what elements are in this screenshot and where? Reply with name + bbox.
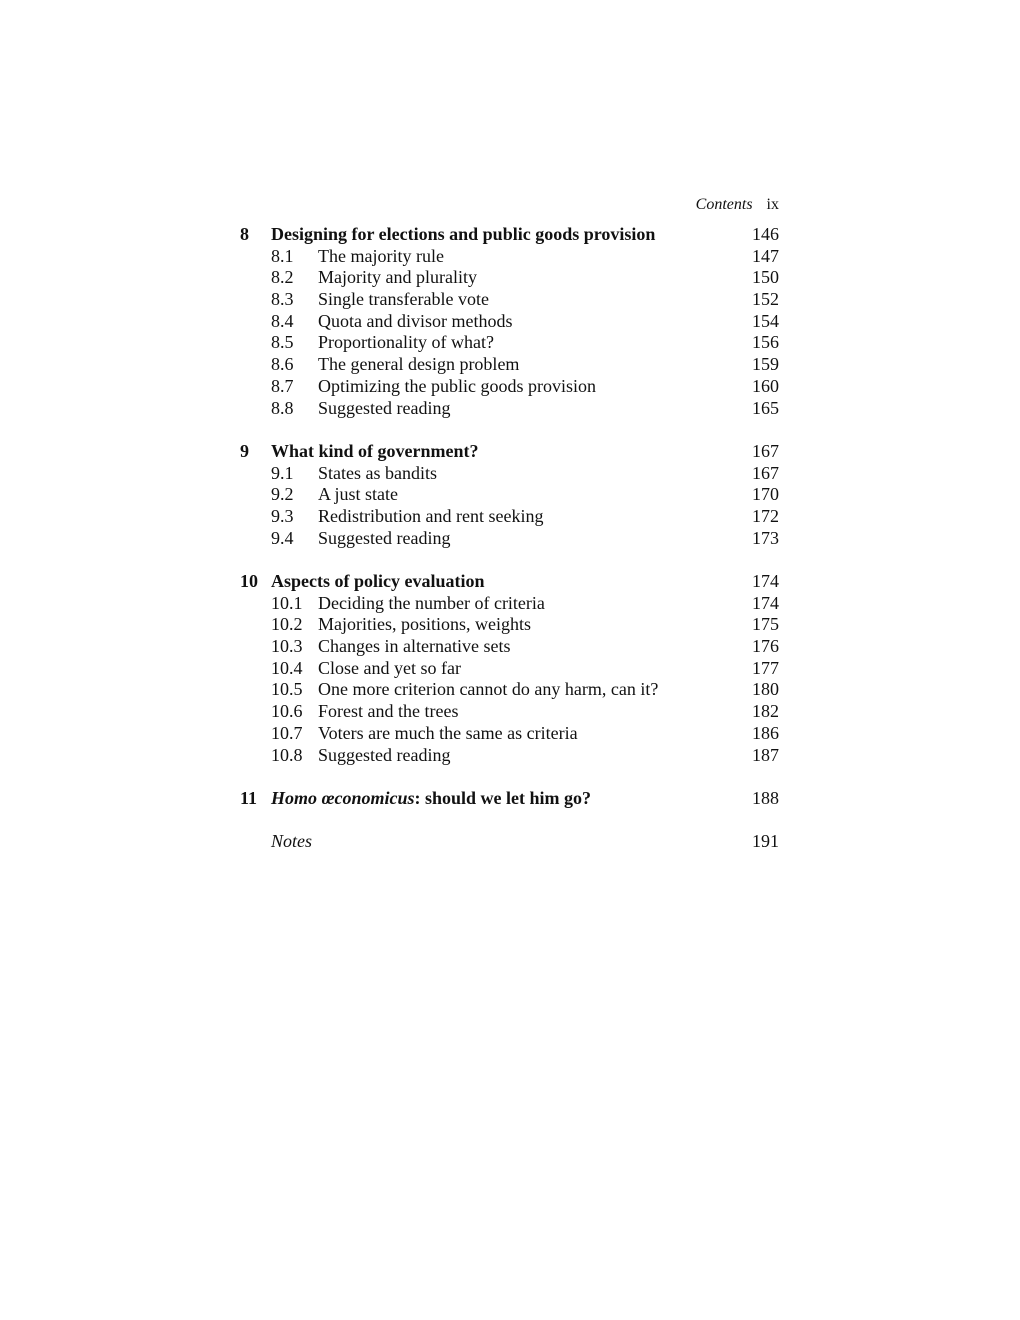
section-entry[interactable] <box>240 506 779 528</box>
section-page: 180 <box>752 679 779 700</box>
section-number: 9.1 <box>271 462 294 483</box>
section-entry[interactable] <box>240 463 779 485</box>
section-entry[interactable] <box>240 267 779 289</box>
chapter-page: 174 <box>752 571 779 591</box>
section-entry[interactable] <box>240 614 779 636</box>
section-title: Majorities, positions, weights <box>318 614 531 635</box>
section-page: 172 <box>752 505 779 526</box>
chapter-number: 11 <box>240 787 258 808</box>
chapter-title: What kind of government? <box>271 440 479 461</box>
section-page: 170 <box>752 484 779 505</box>
section-title: Redistribution and rent seeking <box>318 505 544 526</box>
section-page: 186 <box>752 722 779 743</box>
section-page: 147 <box>752 245 779 266</box>
chapter-entry[interactable] <box>240 441 779 463</box>
section-number: 10.2 <box>271 614 303 635</box>
section-title: Changes in alternative sets <box>318 636 511 657</box>
section-title: Deciding the number of criteria <box>318 592 545 613</box>
section-number: 9.3 <box>271 505 294 526</box>
section-title: The majority rule <box>318 245 444 266</box>
chapter-entry[interactable] <box>240 788 779 810</box>
section-entry[interactable] <box>240 332 779 354</box>
chapter-entry[interactable] <box>240 224 779 246</box>
section-entry[interactable] <box>240 484 779 506</box>
section-number: 8.7 <box>271 375 294 396</box>
chapter-page: 188 <box>752 787 779 808</box>
section-entry[interactable] <box>240 354 779 376</box>
chapter-title <box>271 788 591 810</box>
section-page: 173 <box>752 527 779 548</box>
section-page: 174 <box>752 592 779 613</box>
running-header <box>240 195 779 215</box>
chapter-number: 9 <box>240 440 249 461</box>
chapter-title: Designing for elections and public goods provision <box>271 224 656 244</box>
table-of-contents <box>240 224 779 853</box>
section-title: Suggested reading <box>318 744 451 765</box>
section-entry[interactable] <box>240 636 779 658</box>
notes-page: 191 <box>752 831 779 852</box>
section-number: 9.2 <box>271 484 294 505</box>
page-number: ix <box>766 196 779 213</box>
section-number: 8.2 <box>271 267 294 288</box>
section-title: Optimizing the public goods provision <box>318 375 596 396</box>
section-title: The general design problem <box>318 354 520 375</box>
section-entry[interactable] <box>240 723 779 745</box>
section-page: 165 <box>752 397 779 418</box>
chapter-block <box>240 788 779 810</box>
chapter-page: 167 <box>752 440 779 461</box>
section-page: 150 <box>752 267 779 288</box>
section-title: One more criterion cannot do any harm, can it? <box>318 679 659 700</box>
section-number: 10.6 <box>271 701 303 722</box>
section-title: Proportionality of what? <box>318 332 494 353</box>
section-title: Forest and the trees <box>318 701 459 722</box>
section-number: 8.4 <box>271 310 294 331</box>
section-number: 10.3 <box>271 636 303 657</box>
section-number: 8.3 <box>271 289 294 310</box>
section-entry[interactable] <box>240 701 779 723</box>
section-entry[interactable] <box>240 398 779 420</box>
section-entry[interactable] <box>240 289 779 311</box>
running-header-title: Contents <box>695 196 753 213</box>
chapter-title-rest: : should we let him go? <box>414 787 592 808</box>
notes-title: Notes <box>271 831 313 852</box>
section-page: 177 <box>752 657 779 678</box>
section-page: 152 <box>752 289 779 310</box>
section-entry[interactable] <box>240 745 779 767</box>
section-number: 10.1 <box>271 592 303 613</box>
chapter-page: 146 <box>752 224 779 244</box>
section-number: 10.4 <box>271 657 303 678</box>
section-page: 175 <box>752 614 779 635</box>
section-title: Suggested reading <box>318 527 451 548</box>
section-number: 8.6 <box>271 354 294 375</box>
chapter-title: Aspects of policy evaluation <box>271 571 485 591</box>
section-page: 156 <box>752 332 779 353</box>
section-number: 8.5 <box>271 332 294 353</box>
section-page: 182 <box>752 701 779 722</box>
chapter-entry[interactable] <box>240 571 779 593</box>
section-page: 160 <box>752 375 779 396</box>
section-title: Quota and divisor methods <box>318 310 513 331</box>
section-number: 10.5 <box>271 679 303 700</box>
section-page: 187 <box>752 744 779 765</box>
section-entry[interactable] <box>240 679 779 701</box>
section-page: 176 <box>752 636 779 657</box>
section-entry[interactable] <box>240 311 779 333</box>
section-page: 154 <box>752 310 779 331</box>
chapter-title-italic: Homo œconomicus <box>271 787 415 808</box>
section-number: 9.4 <box>271 527 294 548</box>
section-page: 159 <box>752 354 779 375</box>
section-title: Suggested reading <box>318 397 451 418</box>
section-entry[interactable] <box>240 658 779 680</box>
section-number: 10.7 <box>271 722 303 743</box>
chapter-number: 8 <box>240 224 249 244</box>
chapter-block <box>240 224 779 419</box>
section-number: 8.8 <box>271 397 294 418</box>
section-entry[interactable] <box>240 528 779 550</box>
section-number: 8.1 <box>271 245 294 266</box>
section-page: 167 <box>752 462 779 483</box>
chapter-number: 10 <box>240 571 258 591</box>
notes-entry[interactable] <box>240 831 779 853</box>
section-entry[interactable] <box>240 246 779 268</box>
section-entry[interactable] <box>240 376 779 398</box>
section-entry[interactable] <box>240 593 779 615</box>
section-title: States as bandits <box>318 462 437 483</box>
chapter-block <box>240 571 779 766</box>
section-title: Close and yet so far <box>318 657 461 678</box>
section-number: 10.8 <box>271 744 303 765</box>
section-title: Single transferable vote <box>318 289 489 310</box>
section-title: A just state <box>318 484 398 505</box>
chapter-block <box>240 441 779 549</box>
section-title: Majority and plurality <box>318 267 477 288</box>
section-title: Voters are much the same as criteria <box>318 722 578 743</box>
